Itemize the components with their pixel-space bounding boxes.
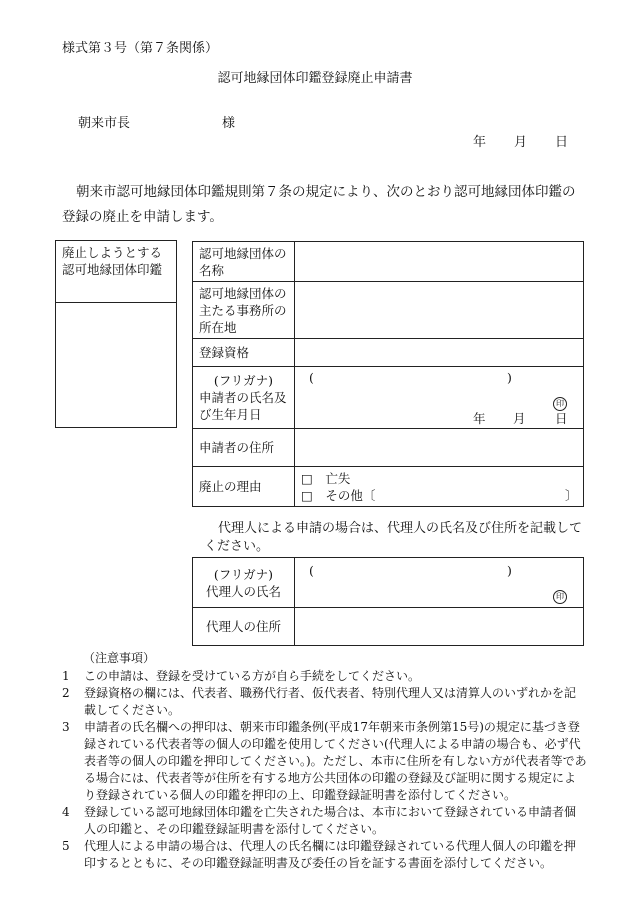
note-item [62,668,587,685]
notes-title: （注意事項） [83,651,156,665]
proxy-name-field[interactable] [295,558,584,608]
document-title: 認可地縁団体印鑑登録廃止申請書 [217,71,413,86]
applicant-address-field[interactable] [295,429,584,467]
applicant-name-label [193,367,295,429]
applicant-address-label: 申請者の住所 [193,429,295,467]
proxy-furigana-label: (フリガナ) [213,566,274,582]
addressee-honorific: 様 [222,116,236,131]
proxy-name-label [193,558,295,608]
applicant-furigana-label: (フリガナ) [213,373,274,388]
birth-year-label: 年 [473,411,486,426]
qualification-field[interactable] [295,339,584,367]
row-applicant [193,367,584,429]
applicant-name-field[interactable] [295,367,584,429]
paren-close: ) [507,370,512,385]
paren-open: ( [309,370,314,385]
org-name-field[interactable] [295,242,584,282]
reason-lost-option[interactable] [301,470,350,487]
date-day-label: 日 [554,135,568,150]
form-number: 様式第３号（第７条関係） [62,41,219,56]
note-text: 登録している認可地縁団体印鑑を亡失された場合は、本市において登録されている申請者個人の印鑑と、その印鑑登録証明書を添付してください。 [84,805,577,836]
reason-other-label: その他〔 [325,488,376,503]
reason-other-close-bracket: 〕 [565,488,578,503]
proxy-table [192,557,584,646]
application-statement: 朝来市認可地縁団体印鑑規則第７条の規定により、次のとおり認可地縁団体印鑑の登録の廃止を申請します。 [62,184,576,225]
proxy-address-field[interactable] [295,608,584,646]
note-text: 代理人による申請の場合は、代理人の氏名欄には印鑑登録されている代理人個人の印鑑を押印するとともに、その印鑑登録証明書及び委任の旨を証する書面を添付してください。 [84,839,577,870]
seal-mark-icon: 印 [553,393,567,411]
seal-impression-box [55,240,177,428]
reason-field [295,467,584,507]
reason-other-option[interactable] [301,487,375,504]
note-number: 4 [62,805,70,819]
row-reason [193,467,584,507]
org-address-label: 認可地縁団体の主たる事務所の所在地 [193,282,295,339]
note-item [62,838,587,872]
proxy-paren-open: ( [309,563,314,578]
note-number: 1 [62,669,70,683]
note-text: この申請は、登録を受けている方が自ら手続をしてください。 [84,669,421,683]
note-item [62,719,587,804]
reason-lost-label: 亡失 [325,471,351,486]
row-org-address [193,282,584,339]
proxy-address-label: 代理人の住所 [193,608,295,646]
note-item [62,685,587,719]
checkbox-icon: □ [301,488,313,503]
applicant-name-birth-label: 申請者の氏名及び生年月日 [199,390,287,422]
note-item [62,804,587,838]
date-month-label: 月 [513,135,527,150]
org-name-label: 認可地縁団体の名称 [193,242,295,282]
note-number: 3 [62,720,70,734]
row-org-name [193,242,584,282]
proxy-note: 代理人による申請の場合は、代理人の氏名及び住所を記載してください。 [204,521,583,554]
checkbox-icon: □ [301,471,313,486]
birth-month-label: 月 [513,411,526,426]
reason-label: 廃止の理由 [193,467,295,507]
row-proxy-name [193,558,584,608]
row-applicant-address [193,429,584,467]
birth-day-label: 日 [555,411,568,426]
notes-list [62,668,587,872]
proxy-seal-mark-icon: 印 [553,586,567,604]
application-table [192,241,584,507]
note-number: 2 [62,686,70,700]
note-text: 登録資格の欄には、代表者、職務代行者、仮代表者、特別代理人又は清算人のいずれかを記載してください。 [84,686,577,717]
row-qualification [193,339,584,367]
seal-box-label: 廃止しようとする認可地縁団体印鑑 [56,241,176,303]
application-date [473,131,568,150]
row-proxy-address [193,608,584,646]
note-text: 申請者の氏名欄への押印は、朝来市印鑑条例(平成17年朝来市条例第15号)の規定に基づき登録されている代表者等の個人の印鑑を使用してください(代理人による申請の場合も、必ず代表者等の個人の印鑑を押印してください。)。ただし、本市に住所を有しない方が代表者等である場合には、代表者等が住所を有する地方公共団体の印鑑の登録及び証明に関する規定により登録されている個人の印鑑を押印の上、印鑑登録証明書を添付してください。 [84,720,587,802]
qualification-label: 登録資格 [193,339,295,367]
proxy-name-text: 代理人の氏名 [205,583,281,599]
note-number: 5 [62,839,70,853]
date-year-label: 年 [472,135,486,150]
org-address-field[interactable] [295,282,584,339]
addressee: 朝来市長 [78,116,131,131]
proxy-paren-close: ) [507,563,512,578]
